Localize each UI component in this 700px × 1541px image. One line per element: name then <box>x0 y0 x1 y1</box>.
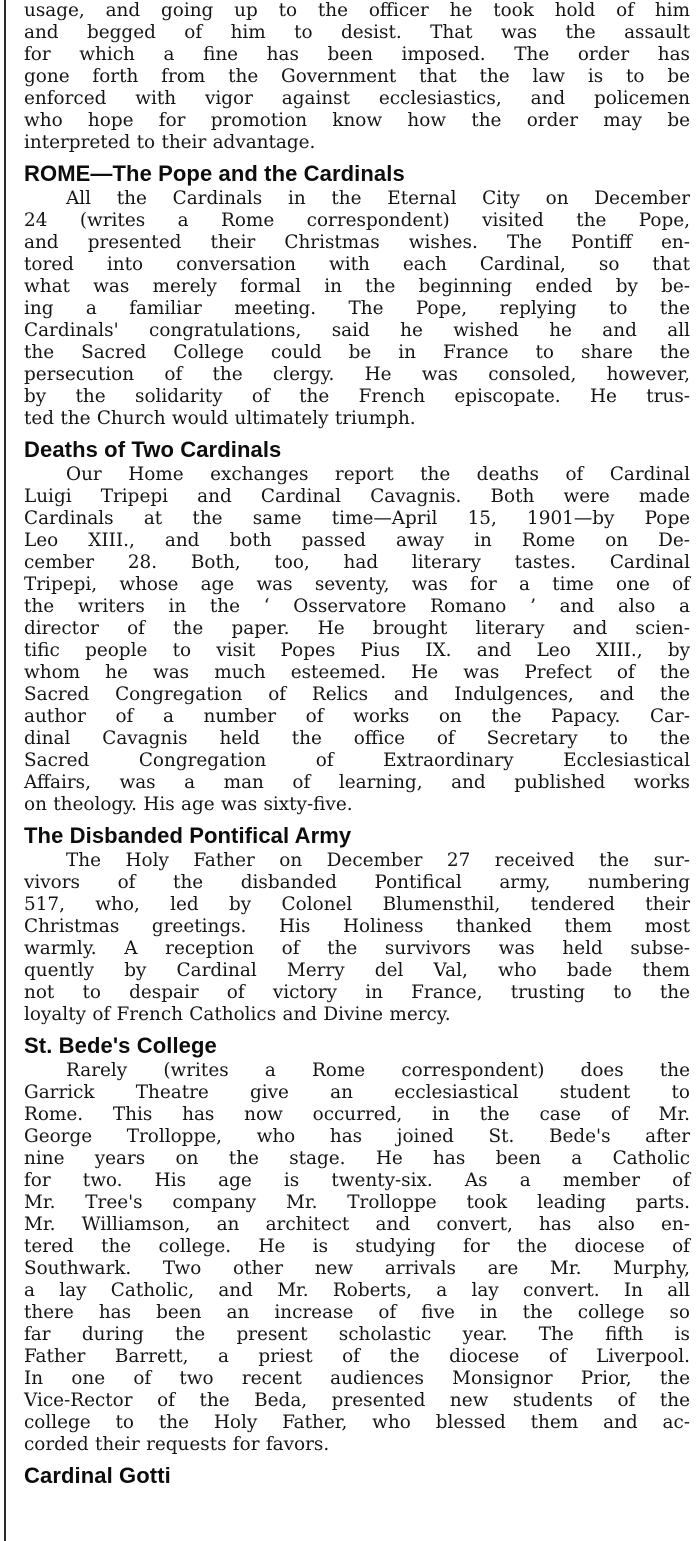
section-heading: ROME—The Pope and the Cardinals <box>24 161 405 186</box>
paragraph-line: Vice-Rector of the Beda, presented new students of the <box>24 1390 690 1411</box>
paragraph-line: vivors of the disbanded Pontifical army, numbering <box>24 872 690 893</box>
paragraph-line: gone forth from the Government that the law is to be <box>24 66 690 87</box>
section-paragraph <box>24 1060 690 1456</box>
paragraph-line: whom he was much esteemed. He was Prefect of the <box>24 662 690 683</box>
paragraph-line: Rome. This has now occurred, in the case of Mr. <box>24 1104 690 1125</box>
paragraph-line: there has been an increase of five in the college so <box>24 1302 690 1323</box>
paragraph-line: Affairs, was a man of learning, and published works <box>24 772 690 793</box>
paragraph-line: nine years on the stage. He has been a Catholic <box>24 1148 690 1169</box>
paragraph-line: tored into conversation with each Cardinal, so that <box>24 254 690 275</box>
paragraph-line: and begged of him to desist. That was the assault <box>24 22 690 43</box>
paragraph-line: Rarely (writes a Rome correspondent) does the <box>66 1060 690 1081</box>
section-heading: The Disbanded Pontifical Army <box>24 823 352 848</box>
paragraph-line: what was merely formal in the beginning ended by be- <box>24 276 690 297</box>
paragraph-line: tered the college. He is studying for the diocese of <box>24 1236 690 1257</box>
intro-paragraph <box>24 0 690 154</box>
section-paragraph <box>24 188 690 430</box>
paragraph-line: and presented their Christmas wishes. The Pontiff en- <box>24 232 690 253</box>
paragraph-line: the Sacred College could be in France to share the <box>24 342 690 363</box>
paragraph-line: not to despair of victory in France, trusting to the <box>24 982 690 1003</box>
paragraph-line: by the solidarity of the French episcopate. He trus- <box>24 386 690 407</box>
section-paragraph <box>24 850 690 1026</box>
paragraph-line: dinal Cavagnis held the office of Secretary to the <box>24 728 690 749</box>
paragraph-line: Our Home exchanges report the deaths of Cardinal <box>66 464 690 485</box>
paragraph-line: for two. His age is twenty-six. As a member of <box>24 1170 690 1191</box>
paragraph-line: author of a number of works on the Papacy. Car- <box>24 706 690 727</box>
paragraph-line: persecution of the clergy. He was consoled, however, <box>24 364 690 385</box>
paragraph-line: interpreted to their advantage. <box>24 132 316 153</box>
paragraph-line: 517, who, led by Colonel Blumensthil, tendered their <box>24 894 690 915</box>
paragraph-line: George Trolloppe, who has joined St. Bede's after <box>24 1126 690 1147</box>
paragraph-line: quently by Cardinal Merry del Val, who bade them <box>24 960 690 981</box>
paragraph-line: Christmas greetings. His Holiness thanked them most <box>24 916 690 937</box>
paragraph-line: college to the Holy Father, who blessed them and ac- <box>24 1412 690 1433</box>
paragraph-line: tific people to visit Popes Pius IX. and Leo XIII., by <box>24 640 690 661</box>
paragraph-line: The Holy Father on December 27 received the sur- <box>66 850 690 871</box>
section-heading: Deaths of Two Cardinals <box>24 437 282 462</box>
paragraph-line: usage, and going up to the officer he took hold of him <box>24 0 690 21</box>
paragraph-line: Garrick Theatre give an ecclesiastical student to <box>24 1082 690 1103</box>
paragraph-line: Sacred Congregation of Extraordinary Ecclesiastical <box>24 750 690 771</box>
paragraph-line: far during the present scholastic year. The fifth is <box>24 1324 690 1345</box>
paragraph-line: Father Barrett, a priest of the diocese of Liverpool. <box>24 1346 690 1367</box>
section-heading: St. Bede's College <box>24 1033 217 1058</box>
paragraph-line: Cardinals' congratulations, said he wished he and all <box>24 320 690 341</box>
paragraph-line: ing a familiar meeting. The Pope, replying to the <box>24 298 690 319</box>
section-paragraph <box>24 464 690 816</box>
paragraph-line: for which a fine has been imposed. The order has <box>24 44 690 65</box>
paragraph-line: enforced with vigor against ecclesiastics, and policemen <box>24 88 690 109</box>
paragraph-line: corded their requests for favors. <box>24 1434 330 1455</box>
paragraph-line: 24 (writes a Rome correspondent) visited the Pope, <box>24 210 690 231</box>
paragraph-line: ted the Church would ultimately triumph. <box>24 408 416 429</box>
column-rule <box>4 0 6 1541</box>
paragraph-line: Sacred Congregation of Relics and Indulgences, and the <box>24 684 690 705</box>
paragraph-line: on theology. His age was sixty-five. <box>24 794 353 815</box>
paragraph-line: the writers in the ‘ Osservatore Romano ’ and also a <box>24 596 690 617</box>
paragraph-line: Southwark. Two other new arrivals are Mr. Murphy, <box>24 1258 690 1279</box>
paragraph-line: All the Cardinals in the Eternal City on December <box>66 188 690 209</box>
paragraph-line: warmly. A reception of the survivors was held subse- <box>24 938 690 959</box>
paragraph-line: Leo XIII., and both passed away in Rome on De- <box>24 530 690 551</box>
paragraph-line: a lay Catholic, and Mr. Roberts, a lay convert. In all <box>24 1280 690 1301</box>
section-heading: Cardinal Gotti <box>24 1463 171 1488</box>
text-column <box>24 0 690 1490</box>
paragraph-line: In one of two recent audiences Monsignor Prior, the <box>24 1368 690 1389</box>
paragraph-line: Mr. Williamson, an architect and convert, has also en- <box>24 1214 690 1235</box>
paragraph-line: who hope for promotion know how the order may be <box>24 110 690 131</box>
paragraph-line: Luigi Tripepi and Cardinal Cavagnis. Both were made <box>24 486 690 507</box>
paragraph-line: Mr. Tree's company Mr. Trolloppe took leading parts. <box>24 1192 690 1213</box>
paragraph-line: director of the paper. He brought literary and scien- <box>24 618 690 639</box>
paragraph-line: Tripepi, whose age was seventy, was for a time one of <box>24 574 690 595</box>
paragraph-line: Cardinals at the same time—April 15, 1901—by Pope <box>24 508 690 529</box>
paragraph-line: loyalty of French Catholics and Divine mercy. <box>24 1004 451 1025</box>
paragraph-line: cember 28. Both, too, had literary tastes. Cardinal <box>24 552 690 573</box>
